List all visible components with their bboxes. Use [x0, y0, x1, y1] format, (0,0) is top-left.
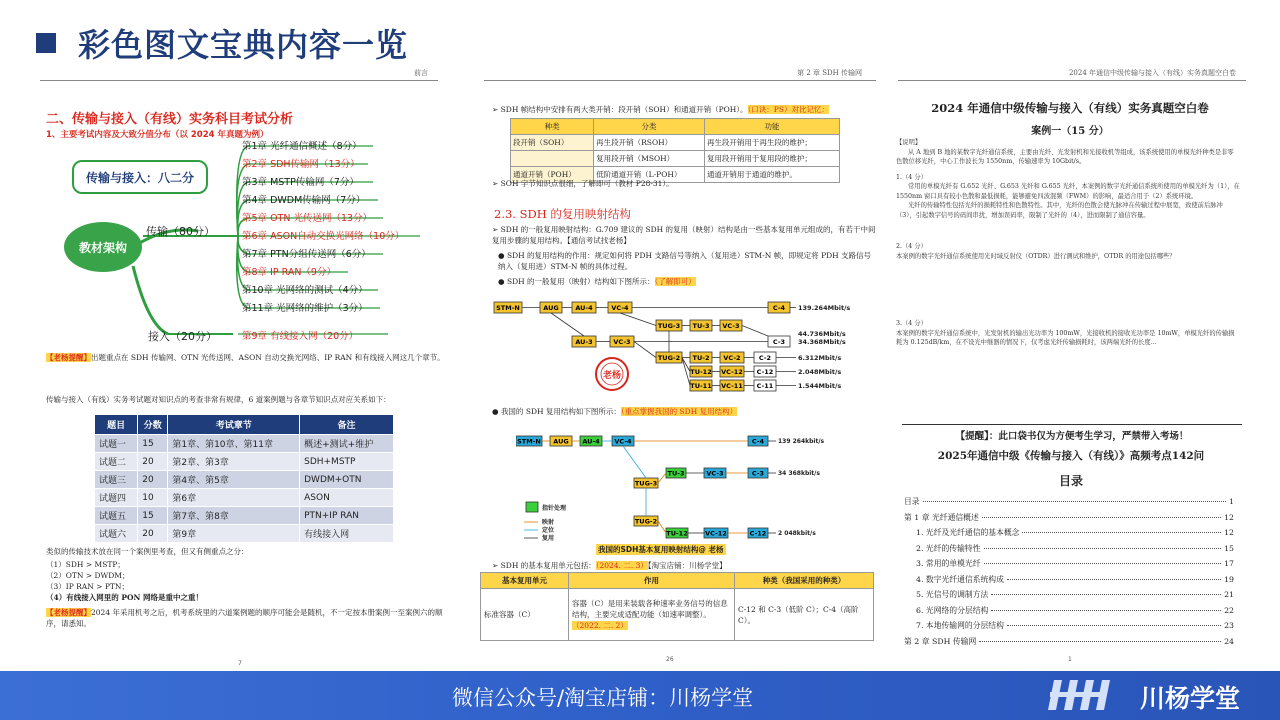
paragraph-text: SDH 的一般复用（映射）结构如下图所示： — [506, 277, 655, 286]
chapter-item: 第10章 光网络的测试（4分） — [242, 285, 368, 296]
mux-node — [690, 352, 712, 363]
toc-page-number: 19 — [1224, 574, 1234, 584]
svg-text:AU-4: AU-4 — [575, 304, 593, 312]
toc-leader — [984, 563, 1222, 564]
mux-node — [634, 516, 658, 526]
table-cell: 再生段开销用于再生段的维护； — [704, 135, 839, 151]
table-cell: 20 — [138, 453, 168, 471]
paragraph-text: SDH 的基本复用单元包括： — [500, 561, 596, 570]
rate-label: 139.264Mbit/s — [798, 304, 851, 312]
table-header-cell: 备注 — [300, 415, 394, 435]
mux-purpose — [498, 250, 878, 272]
mux-node — [720, 366, 744, 377]
toc-entry[interactable] — [904, 496, 1234, 512]
exam-body — [896, 138, 1240, 348]
table-cell: 试题二 — [95, 453, 138, 471]
table-cell: 试题一 — [95, 435, 138, 453]
mindmap-box-label: 传输与接入：八二分 — [72, 160, 208, 194]
bu-cell — [569, 589, 735, 641]
preview-page-1 — [28, 66, 458, 668]
toc-page-number: 21 — [1224, 590, 1234, 599]
svg-text:VC-4: VC-4 — [614, 437, 632, 446]
rate-label: 2.048Mbit/s — [798, 368, 842, 376]
table-header-cell: 分数 — [138, 415, 168, 435]
svg-text:C-4: C-4 — [772, 304, 786, 312]
legend-label: 指针处理 — [542, 505, 567, 512]
rate-label: 6.312Mbit/s — [798, 354, 842, 362]
bullet-icon: ➢ — [492, 105, 501, 114]
mux-node — [690, 380, 712, 391]
intro-highlight: （口诀：PS）对比记忆： — [747, 105, 829, 114]
svg-text:C-12: C-12 — [749, 529, 767, 538]
table-header-cell: 题目 — [95, 415, 138, 435]
basic-units-table — [480, 572, 874, 641]
section-heading: 二、传输与接入（有线）实务科目考试分析 — [46, 112, 294, 127]
toc-entry[interactable] — [904, 543, 1234, 559]
toc-entry[interactable] — [904, 574, 1234, 590]
table-row — [95, 489, 394, 507]
rate-label: 2 048kbit/s — [778, 530, 816, 537]
mux-node — [656, 352, 682, 363]
table-cell: 试题四 — [95, 489, 138, 507]
toc-entry[interactable] — [904, 605, 1234, 621]
mux-node — [610, 336, 634, 347]
footer-text: 微信公众号/淘宝店铺：川杨学堂 — [452, 686, 754, 710]
mux-node — [754, 380, 776, 391]
toc-entry-text: 3. 常用的单模光纤 — [916, 559, 981, 568]
bullet-icon: ● — [492, 407, 501, 416]
title-bullet-square — [36, 33, 56, 53]
svg-text:C-11: C-11 — [756, 382, 774, 390]
paragraph-tail: 【淘宝店铺：川杨学堂】 — [647, 561, 727, 570]
toc-leader — [1007, 625, 1221, 626]
svg-text:C-4: C-4 — [751, 437, 765, 446]
bullet-icon: ● — [498, 277, 507, 286]
svg-text:TUG-2: TUG-2 — [634, 517, 658, 526]
bullet-icon: ➢ — [492, 225, 501, 234]
teacher-tip-2 — [46, 607, 446, 629]
table-cell: DWDM+OTN — [300, 471, 394, 489]
intro-text: SDH 帧结构中安排有两大类开销：段开销（SOH）和通道开销（POH）。 — [500, 105, 748, 114]
note-text: SOH 字节知识点很细，了解即可（教材 P28-31）。 — [500, 179, 674, 188]
table-cell: 通道开销用于通道的维护。 — [704, 167, 839, 183]
connector-line — [634, 342, 656, 358]
mux-intro — [492, 224, 878, 246]
toc-entry-text: 第 2 章 SDH 传输网 — [904, 636, 977, 646]
table-cell: 复用段开销（MSOH） — [594, 151, 705, 167]
page-number: 26 — [666, 656, 674, 663]
toc-entry-text: 7. 本地传输网的分层结构 — [916, 621, 1004, 630]
toc-entry-text: 5. 光信号的调制方法 — [916, 590, 989, 599]
toc-entry[interactable] — [904, 636, 1234, 652]
svg-text:TU-12: TU-12 — [690, 368, 712, 376]
rate-label: 139 264kbit/s — [778, 438, 825, 445]
chapter-item: 第6章 ASON自动交换光网络（10分） — [242, 231, 405, 242]
table-header-cell: 分类 — [594, 119, 705, 135]
section-heading: 2.3. SDH 的复用映射结构 — [494, 207, 631, 221]
access-chapter: 第9章 有线接入网（20分） — [242, 331, 359, 342]
mux-node — [572, 336, 596, 347]
toc-page-number: 24 — [1224, 636, 1234, 646]
mindmap-center-node: 教材架构 — [64, 222, 142, 272]
table-cell: 第9章 — [168, 525, 300, 543]
mux-node — [666, 468, 686, 478]
svg-text:TUG-3: TUG-3 — [657, 322, 681, 330]
svg-text:TUG-2: TUG-2 — [657, 354, 681, 362]
svg-text:VC-12: VC-12 — [705, 529, 727, 538]
toc-entry-text: 6. 光网络的分层结构 — [916, 605, 989, 615]
legend-swatch — [526, 502, 538, 512]
svg-text:VC-3: VC-3 — [613, 338, 631, 346]
legend-label: 映射 — [542, 519, 555, 526]
china-mux-caption: 我国的SDH基本复用映射结构@ 老杨 — [598, 545, 724, 554]
table-cell: 段开销（SOH） — [511, 135, 594, 151]
list-item: （4）有线接入网里的 PON 网络是重中之重！ — [46, 593, 203, 602]
mux-node — [754, 352, 776, 363]
toc-page-number: 22 — [1224, 605, 1234, 615]
desc-tag: 【说明】 — [896, 139, 922, 146]
bullet-icon: ● — [498, 251, 507, 260]
toc-page-number: 23 — [1224, 621, 1234, 630]
legend-label: 定位 — [542, 527, 555, 534]
exam-table — [94, 414, 394, 543]
rate-label: 1.544Mbit/s — [798, 382, 842, 390]
tip-text: 2024 年采用机考之后，机考系统里的六道案例题的顺序可能会是随机，不一定按本册案例一至案例六的顺序，请悉知。 — [46, 608, 443, 628]
chapter-item: 第4章 DWDM传输网（7分） — [242, 195, 366, 206]
mux-general — [498, 276, 878, 287]
chapter-item: 第5章 OTN 光传送网（13分） — [242, 213, 373, 224]
connector-line — [742, 326, 768, 337]
paragraph-text: SDH 的复用结构的作用：规定如何将 PDH 支路信号等纳入（复用进）STM-N 帧，即规定将 PDH 支路信号纳入（复用进）STM-N 帧的具体过程。 — [498, 251, 872, 271]
connector-line — [682, 358, 690, 372]
table-cell: 10 — [138, 489, 168, 507]
case-title: 案例一（15 分） — [1031, 126, 1109, 137]
chapter-item: 第11章 光网络的维护（3分） — [242, 303, 368, 314]
table-cell: 20 — [138, 471, 168, 489]
table-cell: 15 — [138, 435, 168, 453]
mux-node — [656, 320, 682, 331]
paragraph-text: SDH 的一般复用映射结构：G.709 建议的 SDH 的复用（映射）结构是由一些基本复用单元组成的，有若干中间复用步骤的复用结构。【通信考试找老杨】 — [492, 225, 876, 245]
q1-text: 常用的单模光纤有 G.652 光纤、G.653 光纤和 G.655 光纤，本案例的数字光纤通信系统所使用的单模光纤为（1），在 1550nm 窗口具有较小色散和最低损耗，能够避免四波混频（FWM）的影响，最适合用于（2）系统环境。 — [896, 183, 1240, 200]
mux-node — [704, 528, 728, 538]
highlight-tag: （2024. 二. 3） — [595, 561, 648, 570]
rate-label: 34.368Mbit/s — [798, 338, 846, 346]
chapter-item: 第2章 SDH传输网（13分） — [242, 159, 360, 170]
brand-name: 川杨学堂 — [1140, 684, 1241, 713]
q2-text: 本案例的数字光纤通信系统使用光时域反射仪（OTDR）进行测试和维护，OTDR 的用途包括哪些？ — [896, 252, 1176, 260]
q1-title: 1.（4 分） — [896, 173, 927, 181]
toc-page-number: 12 — [1224, 528, 1234, 537]
highlight-tag: （了解即可） — [654, 277, 696, 286]
mux-node — [540, 302, 562, 313]
table-cell: 通道开销（POH） — [511, 167, 594, 183]
mux-node — [580, 436, 602, 446]
tip-tag: 【老杨提醒】 — [46, 608, 91, 617]
mux-node — [748, 436, 768, 446]
table-of-contents — [904, 496, 1234, 651]
mux-node — [704, 468, 726, 478]
table-cell: 低阶通道开销（L-POH） — [594, 167, 705, 183]
mux-node — [720, 380, 744, 391]
svg-text:STM-N: STM-N — [496, 304, 520, 312]
table-cell: 第6章 — [168, 489, 300, 507]
table-cell: 第1章、第10章、第11章 — [168, 435, 300, 453]
desc-text: 从 A 地到 B 地的某数字光纤通信系统，主要由光纤、光发射机和光接收机等组成，该系统使用的单模光纤种类是非零色散位移光纤，中心工作波长为 1550nm，传输速率为 10Gbit/s。 — [896, 148, 1234, 165]
svg-text:TU-12: TU-12 — [666, 529, 688, 538]
title-text: 彩色图文宝典内容一览 — [78, 26, 409, 64]
mux-node — [754, 366, 776, 377]
table-header-cell: 种类 — [511, 119, 594, 135]
chapter-item: 第8章 IP RAN（9分） — [242, 267, 336, 278]
svg-text:TU-3: TU-3 — [692, 322, 710, 330]
toc-page-number: 1 — [1229, 497, 1234, 506]
svg-text:VC-3: VC-3 — [722, 322, 740, 330]
paragraph-2: 类似的传输技术放在同一个案例里考查，但又有侧重点之分： — [46, 547, 249, 556]
focus-list — [46, 559, 454, 603]
svg-text:C-2: C-2 — [758, 354, 772, 362]
bullet-icon: ➢ — [492, 561, 501, 570]
toc-leader — [979, 641, 1221, 642]
overhead-intro — [492, 104, 878, 115]
table-cell: 20 — [138, 525, 168, 543]
svg-text:VC-4: VC-4 — [611, 304, 629, 312]
toc-entry-text: 第 1 章 光纤通信概述 — [904, 512, 979, 522]
paragraph-1: 传输与接入（有线）实务考试题对知识点的考查非常有规律，6 道案例题与各章节知识点对应关系如下： — [46, 395, 391, 404]
q2-title: 2.（4 分） — [896, 243, 927, 250]
table-cell: 第4章、第5章 — [168, 471, 300, 489]
toc-entry[interactable] — [904, 589, 1234, 605]
svg-text:AU-3: AU-3 — [575, 338, 593, 346]
mux-node — [666, 528, 688, 538]
mux-node — [748, 528, 768, 538]
table-header-cell: 基本复用单元 — [481, 573, 569, 589]
table-cell: 有线接入网 — [300, 525, 394, 543]
list-item: （1）SDH > MSTP； — [46, 560, 125, 569]
svg-text:C-3: C-3 — [751, 469, 765, 478]
table-row — [95, 525, 394, 543]
table-header-cell: 作用 — [569, 573, 735, 589]
mux-node — [516, 436, 542, 446]
china-mux-intro — [492, 406, 878, 417]
bu-cell: C-12 和 C-3（低阶 C）；C-4（高阶 C）。 — [735, 589, 874, 641]
svg-text:VC-2: VC-2 — [723, 354, 741, 362]
mux-node — [550, 436, 572, 446]
mux-node — [768, 336, 790, 347]
mux-node — [690, 366, 712, 377]
page-header: 第 2 章 SDH 传输网 — [797, 69, 862, 77]
preview-page-2 — [476, 66, 880, 668]
table-cell: 复用段开销用于复用段的维护； — [704, 151, 839, 167]
chapter-item: 第1章 光纤通信概述（8分） — [242, 141, 362, 152]
reminder-banner: 【提醒】：此口袋书仅为方便考生学习，严禁带入考场！ — [902, 424, 1242, 442]
toc-page-number: 15 — [1224, 543, 1234, 553]
table-cell: 试题五 — [95, 507, 138, 525]
table-header-cell: 种类（我国采用的种类） — [735, 573, 874, 589]
svg-text:老杨: 老杨 — [602, 371, 622, 381]
connector-line — [551, 313, 584, 336]
mux-node — [690, 320, 712, 331]
slide-title — [36, 18, 408, 68]
table-cell: 第2章、第3章 — [168, 453, 300, 471]
mux-node — [748, 468, 768, 478]
table-cell: SDH+MSTP — [300, 453, 394, 471]
bu-cell: 标准容器（C） — [481, 589, 569, 641]
toc-page-number: 12 — [1224, 512, 1234, 522]
toc-entry[interactable] — [904, 512, 1234, 528]
svg-text:AUG: AUG — [543, 304, 559, 312]
footer-bar — [0, 671, 1280, 720]
rate-label: 44.736Mbit/s — [798, 330, 846, 338]
mux-node — [572, 302, 596, 313]
table-cell: 试题三 — [95, 471, 138, 489]
connector-line — [658, 521, 666, 533]
toc-entry[interactable] — [904, 620, 1234, 636]
table-cell — [511, 151, 594, 167]
svg-text:TU-2: TU-2 — [692, 354, 710, 362]
teacher-stamp — [596, 358, 628, 390]
toc-entry-text: 2. 光纤的传输特性 — [916, 543, 981, 553]
table-row — [511, 135, 840, 151]
branch-transmission: 传输（80分） — [146, 225, 215, 238]
mux-node — [608, 302, 632, 313]
toc-leader — [923, 501, 1226, 502]
mux-node — [768, 302, 790, 313]
list-item: （2）OTN > DWDM； — [46, 571, 130, 580]
svg-text:TU-3: TU-3 — [667, 469, 685, 478]
toc-leader — [991, 610, 1221, 611]
table-header-cell: 考试章节 — [168, 415, 300, 435]
connector-line — [658, 473, 666, 483]
page-header-rule — [898, 80, 1246, 81]
tip-tag: 【老杨提醒】 — [46, 353, 91, 362]
table-row — [95, 507, 394, 525]
table-row — [95, 453, 394, 471]
branch-access: 接入（20分） — [148, 330, 217, 343]
highlight-tag: （重点掌握我国的 SDH 复用结构） — [620, 407, 738, 416]
mux-node — [720, 320, 742, 331]
toc-leader — [1022, 532, 1221, 533]
diagram-legend — [524, 502, 567, 542]
preview-page-3 — [890, 66, 1250, 668]
q3-title: 3.（4 分） — [896, 320, 927, 327]
toc-leader — [984, 548, 1222, 549]
connector-line — [620, 313, 656, 326]
connector-line — [682, 358, 690, 386]
bullet-icon: ➢ — [492, 179, 501, 188]
tip-text: 出题重点在 SDH 传输网、OTN 光传送网、ASON 自动交换光网络、IP RAN 和有线接入网这几个章节。 — [91, 353, 445, 362]
bu-cell-text: 容器（C）是用来装载各种速率业务信号的信息结构，主要完成适配功能（如速率调整）。 — [572, 599, 728, 619]
rate-label: 34 368kbit/s — [778, 470, 820, 477]
general-mux-diagram — [492, 292, 872, 400]
svg-text:TUG-3: TUG-3 — [634, 479, 658, 488]
svg-text:C-12: C-12 — [756, 368, 774, 376]
teacher-tip-1 — [46, 352, 454, 363]
svg-text:VC-11: VC-11 — [721, 382, 743, 390]
svg-text:VC-12: VC-12 — [721, 368, 743, 376]
page-header: 2024 年通信中级传输与接入（有线）实务真题空白卷 — [1068, 69, 1236, 77]
soh-note — [492, 178, 674, 189]
table-cell: 再生段开销（RSOH） — [594, 135, 705, 151]
table-cell: ASON — [300, 489, 394, 507]
svg-text:AU-4: AU-4 — [582, 437, 600, 446]
toc-entry-text: 1. 光纤及光纤通信的基本概念 — [916, 528, 1020, 537]
exam-title: 2024 年通信中级传输与接入（有线）实务真题空白卷 — [931, 101, 1209, 115]
highlight-tag: （2022. 二. 2） — [572, 621, 628, 630]
chapter-item: 第3章 MSTP传输网（7分） — [242, 177, 359, 188]
toc-entry[interactable] — [904, 558, 1234, 574]
svg-text:VC-3: VC-3 — [706, 469, 724, 478]
svg-text:C-3: C-3 — [772, 338, 786, 346]
page-header-rule — [484, 80, 876, 81]
table-header-cell: 功能 — [704, 119, 839, 135]
toc-entry[interactable] — [904, 527, 1234, 543]
brand-logo-icon — [1044, 678, 1116, 712]
toc-entry-text: 4. 数字光纤通信系统构成 — [916, 574, 1004, 584]
table-row — [95, 435, 394, 453]
connector-line — [623, 446, 646, 478]
table-cell: 试题六 — [95, 525, 138, 543]
section-subheading: 1、主要考试内容及大致分值分布（以 2024 年真题为例） — [46, 130, 269, 140]
toc-title: 2025年通信中级《传输与接入（有线）》高频考点142问 — [937, 450, 1205, 462]
paragraph-text: 我国的 SDH 复用结构如下图所示： — [500, 407, 621, 416]
svg-text:AUG: AUG — [553, 437, 569, 446]
svg-text:STM-N: STM-N — [517, 437, 541, 446]
mux-node — [634, 478, 658, 488]
chapter-list — [242, 140, 404, 320]
basic-units-intro — [492, 560, 878, 571]
toc-entry-text: 目录 — [904, 497, 920, 506]
page-number: 1 — [1068, 656, 1072, 663]
table-cell: 第7章、第8章 — [168, 507, 300, 525]
table-cell: 概述+测试+维护 — [300, 435, 394, 453]
svg-text:TU-11: TU-11 — [690, 382, 712, 390]
toc-page-number: 17 — [1224, 559, 1234, 568]
toc-heading: 目录 — [1058, 474, 1083, 488]
q1b-text: 光纤的传输特性包括光纤的损耗特性和色散特性。其中，光纤的色散会使光脉冲在传输过程中展宽，致使前后脉冲（3），引起数字信号的码间串扰，增加误码率，限制了光纤的（4），进而限制了通信容量。 — [896, 202, 1223, 219]
toc-leader — [991, 594, 1221, 595]
mux-node — [720, 352, 744, 363]
table-row — [95, 471, 394, 489]
table-cell: 15 — [138, 507, 168, 525]
table-row — [511, 151, 840, 167]
mux-node — [494, 302, 522, 313]
toc-leader — [1007, 579, 1221, 580]
q3-text: 本案例的数字光纤通信系统中，光发射机的输出光功率为 100mW，光接收机的接收光功率是 10mW，单模光纤的传输损耗为 0.125dB/km，在不设光中继器的情况下，仅考虑光纤传输损耗时，该两端光纤的长度... — [896, 329, 1235, 346]
page-header-rule — [40, 80, 438, 81]
mux-node — [612, 436, 634, 446]
page-number: 7 — [238, 660, 242, 667]
toc-leader — [982, 517, 1221, 518]
table-cell: PTN+IP RAN — [300, 507, 394, 525]
legend-label: 复用 — [542, 535, 555, 542]
overhead-table — [510, 118, 840, 183]
chapter-item: 第7章 PTN分组传送网（6分） — [242, 249, 371, 260]
page-header: 前言 — [414, 69, 428, 77]
list-item: （3）IP RAN > PTN； — [46, 582, 129, 591]
